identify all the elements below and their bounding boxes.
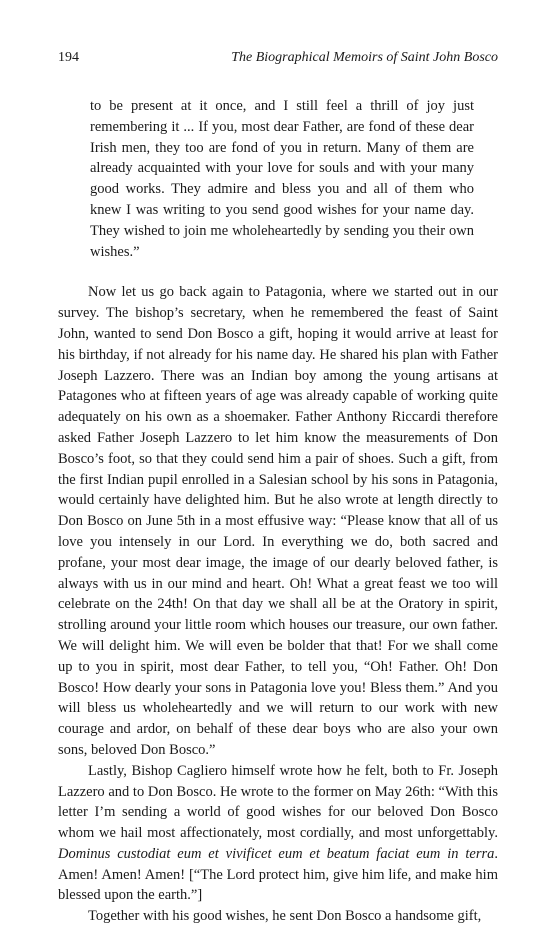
- latin-blessing: Dominus custodiat eum et vivificet eum et beatum faciat eum in terra: [58, 845, 495, 862]
- paragraph-gift: Together with his good wishes, he sent Don Bosco a handsome gift,: [88, 908, 482, 925]
- paragraph-cagliero-end: . Amen! Amen! Amen! [“The Lord protect him, give him life, and make him blessed upon the earth.”]: [58, 845, 498, 904]
- paragraph-patagonia: Now let us go back again to Patagonia, where we started out in our survey. The bishop’s secretary, when he remembered the feast of Saint John, wanted to send Don Bosco a gift, hoping it would arrive at least for his birthday, if not already for his name day. He shared his plan with Father Joseph Lazzero. There was an Indian boy among the young artisans at Patagones who at fifteen years of age was already capable of working quite adequately on his own as a shoemaker. Father Anthony Riccardi therefore asked Father Joseph Lazzero to let him know the measurements of Don Bosco’s foot, so that they could send him a pair of shoes. Such a gift, from the first Indian pupil enrolled in a Salesian school by his sons in Patagonia, would certainly have delighted him. But he also wrote at length directly to Don Bosco on June 5th in a most effusive way: “Please know that all of us love you intensely in our Lord. In everything we do, both sacred and profane, your most dear image, the image of our dearly beloved father, is always with us in our mind and heart. Oh! What a great feast we too will celebrate on the 24th! On that day we shall all be at the Oratory in spirit, strolling around your little room which houses our treasure, our own father. We will delight him. We will even be bolder that that! For we shall come up to you in spirit, most dear Father, to tell you, “Oh! Father. Oh! Don Bosco! How dearly your sons in Patagonia love you! Bless them.” And you will bless us wholeheartedly and we will return to our work with new courage and ardor, on behalf of these dear boys who are also your own sons, beloved Don Bosco.”: [58, 284, 498, 758]
- paragraph-cagliero: [58, 761, 498, 907]
- running-head: [58, 48, 498, 68]
- body-text: [58, 96, 498, 927]
- page-number: 194: [58, 50, 79, 65]
- book-title: The Biographical Memoirs of Saint John Bosco: [231, 50, 498, 65]
- block-quote: to be present at it once, and I still feel a thrill of joy just remembering it ... If you, most dear Father, are fond of these dear Irish men, they too are fond of you in return. Many of them are already acquainted with your love for souls and with your many good works. They admire and bless you and all of them who knew I was writing to you send good wishes for your name day. They wished to join me wholeheartedly by sending you their own wishes.”: [90, 98, 474, 260]
- paragraph-cagliero-start: Lastly, Bishop Cagliero himself wrote how he felt, both to Fr. Joseph Lazzero and to Don Bosco. He wrote to the former on May 26th: “With this letter I’m sending a world of good wishes for our beloved Don Bosco whom we hail most affectionately, most cordially, and most unforgettably.: [58, 762, 498, 842]
- paragraph-spacer: [58, 262, 498, 282]
